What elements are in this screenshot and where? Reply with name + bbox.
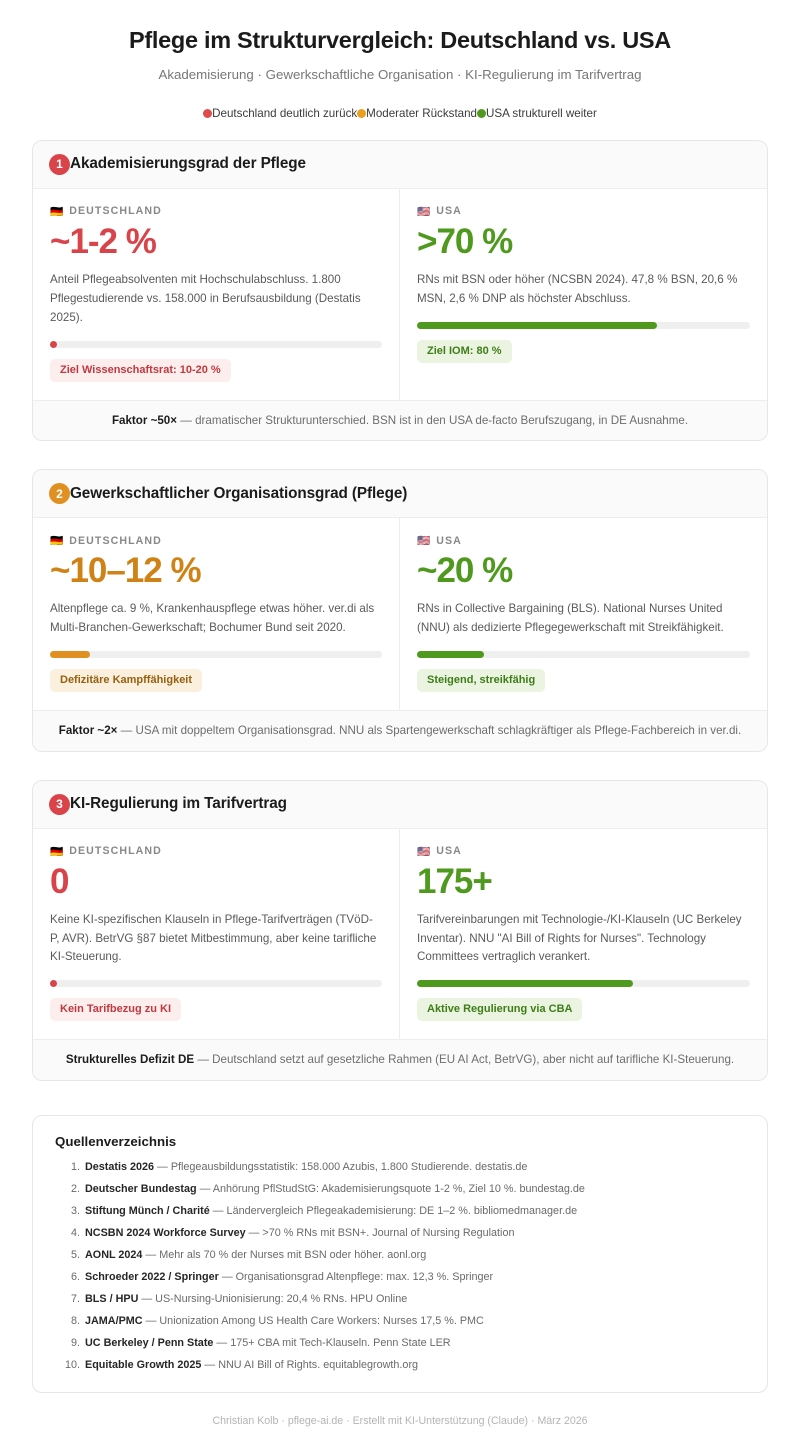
legend-label-orange: Moderater Rückstand — [366, 106, 478, 120]
flag-us-icon: 🇺🇸 — [417, 535, 431, 548]
card-3-germany-column — [33, 829, 400, 1040]
page-footer: Christian Kolb · pflege-ai.de · Erstellt mit KI-Unterstützung (Claude) · März 2026 — [212, 1415, 588, 1428]
card-2-us-progress-track — [417, 651, 750, 658]
page-subtitle: Akademisierung · Gewerkschaftliche Organisation · KI-Regulierung im Tarifvertrag — [158, 67, 642, 83]
legend — [30, 107, 770, 120]
card-3-header — [33, 781, 767, 829]
source-list-item — [83, 1271, 745, 1284]
source-detail: — Ländervergleich Pflegeakademisierung: DE 1–2 %. bibliomedmanager.de — [209, 1204, 578, 1217]
page-header — [0, 0, 800, 120]
card-2-footnote-text: — USA mit doppeltem Organisationsgrad. NNU als Spartengewerkschaft schlagkräftiger als Pflege-Fachbereich in ver.di. — [117, 724, 742, 738]
card-3-us-progress-track — [417, 980, 750, 987]
card-1-us-progress-fill — [417, 322, 657, 329]
card-2-title: Gewerkschaftlicher Organisationsgrad (Pflege) — [70, 484, 408, 502]
card-3-de-progress-track — [50, 980, 382, 987]
card-2-us-value: ~20 % — [417, 551, 513, 591]
card-3-de-status-badge: Kein Tarifbezug zu KI — [50, 998, 181, 1021]
source-name: NCSBN 2024 Workforce Survey — [85, 1226, 246, 1239]
card-2-us-progress-fill — [417, 651, 484, 658]
card-3-us-progress-fill — [417, 980, 633, 987]
comparison-card-2 — [32, 469, 768, 751]
card-1-de-country — [50, 205, 382, 218]
card-3-footnote-text: — Deutschland setzt auf gesetzliche Rahmen (EU AI Act, BetrVG), aber nicht auf tarifliche KI-Steuerung. — [194, 1053, 735, 1067]
flag-us-icon: 🇺🇸 — [417, 205, 431, 218]
comparison-card-1 — [32, 140, 768, 441]
comparison-card-3 — [32, 780, 768, 1081]
source-name: Destatis 2026 — [85, 1160, 155, 1173]
card-1-footnote-text: — dramatischer Strukturunterschied. BSN ist in den USA de-facto Berufszugang, in DE Ausnahme. — [177, 413, 689, 427]
flag-de-icon: 🇩🇪 — [50, 845, 64, 858]
card-2-footnote-label: Faktor ~2× — [58, 724, 118, 738]
legend-item-green — [477, 107, 597, 120]
legend-item-red — [203, 107, 357, 120]
card-1-us-country-label: USA — [436, 205, 462, 218]
card-2-de-description: Altenpflege ca. 9 %, Krankenhauspflege etwas höher. ver.di als Multi-Branchen-Gewerkschaft; Bochumer Bund seit 2020. — [50, 602, 375, 635]
source-name: UC Berkeley / Penn State — [85, 1336, 214, 1349]
card-3-de-country-label: DEUTSCHLAND — [69, 845, 162, 858]
card-1-de-value: ~1-2 % — [50, 221, 156, 261]
legend-dot-green-icon — [477, 109, 486, 118]
card-1-us-status-badge: Ziel IOM: 80 % — [417, 340, 512, 363]
card-3-columns — [33, 829, 767, 1040]
card-3-us-country-label: USA — [436, 845, 462, 858]
card-3-footnote — [33, 1039, 767, 1079]
card-2-columns — [33, 518, 767, 710]
source-list-item — [83, 1337, 745, 1350]
card-1-us-value: >70 % — [417, 221, 513, 261]
legend-label-red: Deutschland deutlich zurück — [212, 106, 358, 120]
card-2-usa-column — [400, 518, 767, 710]
card-2-us-country — [417, 534, 750, 547]
source-detail: — Mehr als 70 % der Nurses mit BSN oder höher. aonl.org — [142, 1248, 427, 1261]
card-3-de-country — [50, 845, 382, 858]
flag-de-icon: 🇩🇪 — [50, 205, 64, 218]
card-3-de-description: Keine KI-spezifischen Klauseln in Pflege-Tarifverträgen (TVöD-P, AVR). BetrVG §87 bietet Mitbestimmung, aber keine tarifliche KI-Steuerung. — [50, 912, 377, 964]
card-3-de-value: 0 — [50, 861, 69, 901]
card-2-us-country-label: USA — [436, 534, 462, 547]
card-1-germany-column — [33, 189, 400, 400]
card-3-number-badge: 3 — [49, 794, 70, 815]
card-2-germany-column — [33, 518, 400, 710]
card-1-de-description: Anteil Pflegeabsolventen mit Hochschulabschluss. 1.800 Pflegestudierende vs. 158.000 in Berufsausbildung (Destatis 2025). — [50, 273, 361, 324]
card-1-de-status-badge: Ziel Wissenschaftsrat: 10-20 % — [50, 359, 231, 382]
source-list-item — [83, 1293, 745, 1306]
legend-item-orange — [357, 107, 477, 120]
card-1-usa-column — [400, 189, 767, 400]
legend-dot-red-icon — [203, 109, 212, 118]
source-name: AONL 2024 — [85, 1248, 143, 1261]
source-list-item — [83, 1315, 745, 1328]
card-3-us-value: 175+ — [417, 861, 492, 901]
source-list-item — [83, 1359, 745, 1372]
source-name: Schroeder 2022 / Springer — [85, 1270, 219, 1283]
card-3-us-country — [417, 845, 750, 858]
legend-dot-orange-icon — [357, 109, 366, 118]
source-list-item — [83, 1183, 745, 1196]
card-1-footnote-label: Faktor ~50× — [111, 413, 178, 427]
card-1-title: Akademisierungsgrad der Pflege — [70, 155, 306, 173]
source-name: Stiftung Münch / Charité — [85, 1204, 210, 1217]
card-3-footnote-label: Strukturelles Defizit DE — [65, 1053, 195, 1067]
source-detail: — Organisationsgrad Altenpflege: max. 12,3 %. Springer — [218, 1270, 494, 1283]
card-2-de-status-badge: Defizitäre Kampffähigkeit — [50, 669, 202, 692]
source-detail: — NNU AI Bill of Rights. equitablegrowth.org — [201, 1358, 419, 1371]
source-name: BLS / HPU — [85, 1292, 139, 1305]
source-name: Deutscher Bundestag — [85, 1182, 197, 1195]
card-1-number-badge: 1 — [49, 154, 70, 175]
card-3-de-progress-fill — [50, 980, 57, 987]
card-1-us-country — [417, 205, 750, 218]
source-detail: — 175+ CBA mit Tech-Klauseln. Penn State LER — [213, 1336, 451, 1349]
card-2-footnote — [33, 710, 767, 750]
card-2-de-progress-track — [50, 651, 382, 658]
card-2-de-progress-fill — [50, 651, 90, 658]
card-3-usa-column — [400, 829, 767, 1040]
card-3-title: KI-Regulierung im Tarifvertrag — [70, 795, 287, 813]
card-2-de-value: ~10–12 % — [50, 551, 201, 591]
card-2-de-country — [50, 534, 382, 547]
sources-title: Quellenverzeichnis — [55, 1133, 177, 1149]
card-1-footnote — [33, 400, 767, 440]
legend-label-green: USA strukturell weiter — [486, 106, 597, 120]
card-1-us-description: RNs mit BSN oder höher (NCSBN 2024). 47,8 % BSN, 20,6 % MSN, 2,6 % DNP als höchster Abschluss. — [417, 273, 738, 306]
flag-us-icon: 🇺🇸 — [417, 845, 431, 858]
source-detail: — US-Nursing-Unionisierung: 20,4 % RNs. HPU Online — [138, 1292, 408, 1305]
source-detail: — >70 % RNs mit BSN+. Journal of Nursing Regulation — [245, 1226, 515, 1239]
card-1-de-country-label: DEUTSCHLAND — [69, 205, 162, 218]
card-2-header — [33, 470, 767, 518]
card-1-columns — [33, 189, 767, 400]
card-2-number-badge: 2 — [49, 483, 70, 504]
source-list-item — [83, 1227, 745, 1240]
card-2-us-description: RNs in Collective Bargaining (BLS). National Nurses United (NNU) als dedizierte Pflegegewerkschaft mit Streikfähigkeit. — [417, 602, 724, 635]
card-3-us-status-badge: Aktive Regulierung via CBA — [417, 998, 582, 1021]
page-title: Pflege im Strukturvergleich: Deutschland vs. USA — [129, 27, 671, 53]
flag-de-icon: 🇩🇪 — [50, 535, 64, 548]
card-1-us-progress-track — [417, 322, 750, 329]
sources-card — [32, 1115, 768, 1393]
source-list-item — [83, 1205, 745, 1218]
source-detail: — Pflegeausbildungsstatistik: 158.000 Azubis, 1.800 Studierende. destatis.de — [154, 1160, 528, 1173]
source-list-item — [83, 1161, 745, 1174]
card-2-de-country-label: DEUTSCHLAND — [69, 534, 162, 547]
card-1-header — [33, 141, 767, 189]
source-list-item — [83, 1249, 745, 1262]
card-3-us-description: Tarifvereinbarungen mit Technologie-/KI-Klauseln (UC Berkeley Inventar). NNU "AI Bill of Rights for Nurses". Technology Committees vertraglich verankert. — [417, 912, 742, 964]
source-name: Equitable Growth 2025 — [85, 1358, 202, 1371]
source-detail: — Unionization Among US Health Care Workers: Nurses 17,5 %. PMC — [142, 1314, 484, 1327]
sources-list — [55, 1161, 745, 1372]
source-detail: — Anhörung PflStudStG: Akademisierungsquote 1-2 %, Ziel 10 %. bundestag.de — [196, 1182, 585, 1195]
card-1-de-progress-track — [50, 341, 382, 348]
source-name: JAMA/PMC — [85, 1314, 143, 1327]
card-2-us-status-badge: Steigend, streikfähig — [417, 669, 545, 692]
card-1-de-progress-fill — [50, 341, 57, 348]
